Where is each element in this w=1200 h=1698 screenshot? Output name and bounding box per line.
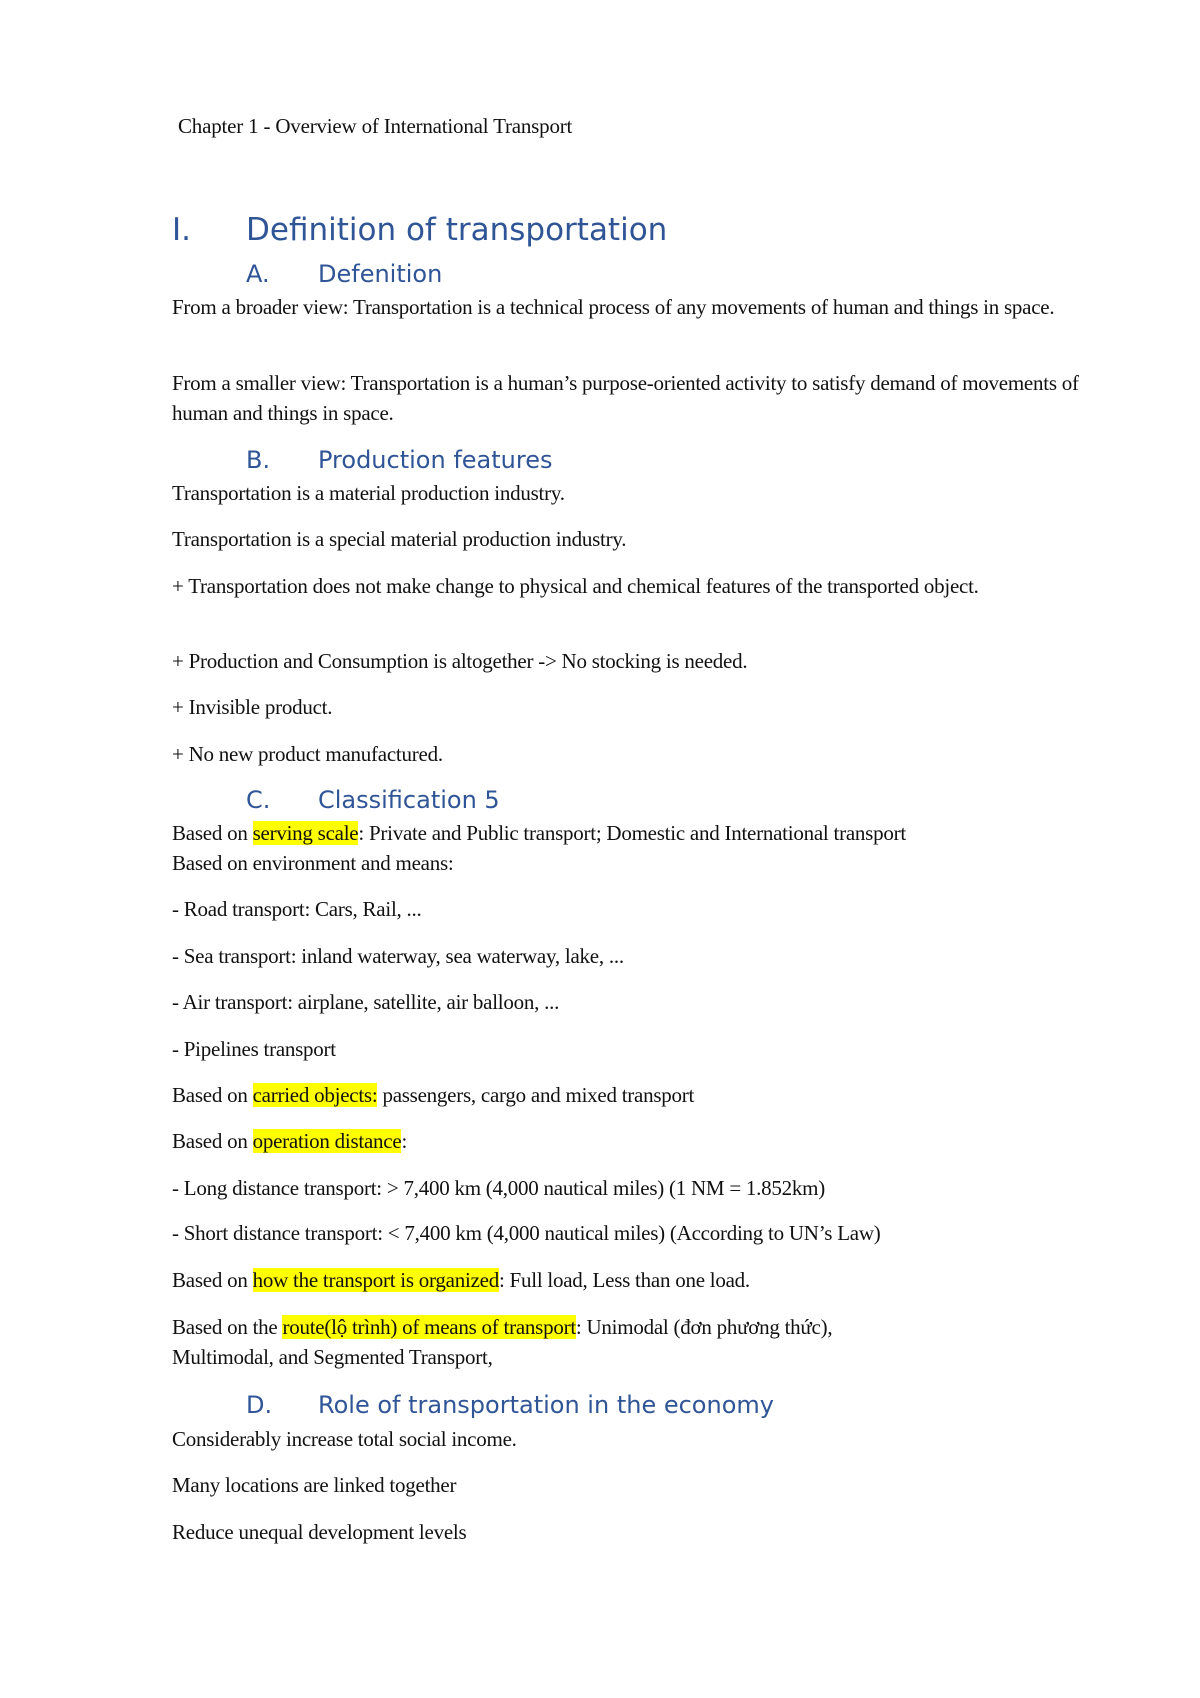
- text: Based on: [172, 1268, 253, 1292]
- paragraph-serving-scale: [172, 818, 1112, 848]
- subheading-defenition: [246, 260, 442, 288]
- text: :: [401, 1129, 408, 1153]
- chapter-title: Chapter 1 - Overview of International Transport: [178, 114, 573, 138]
- paragraph-smaller-view: From a smaller view: Transportation is a human’s purpose-oriented activity to satisfy demand of movements of human and things in space.: [172, 371, 1079, 425]
- paragraph: - Long distance transport: > 7,400 km (4,000 nautical miles) (1 NM = 1.852km): [172, 1176, 825, 1200]
- paragraph-organized: [172, 1265, 1112, 1295]
- paragraph: - Road transport: Cars, Rail, ...: [172, 897, 422, 921]
- paragraph: + Production and Consumption is altogether -> No stocking is needed.: [172, 649, 748, 673]
- paragraph: - Short distance transport: < 7,400 km (4,000 nautical miles) (According to UN’s Law): [172, 1221, 881, 1245]
- subheading-letter: A.: [246, 260, 270, 288]
- text: : Unimodal (đơn phương thức),: [575, 1315, 833, 1339]
- text: : Full load, Less than one load.: [498, 1268, 750, 1292]
- highlighted-text: route(lộ trình) of means of transport: [282, 1315, 576, 1339]
- paragraph: Reduce unequal development levels: [172, 1520, 467, 1544]
- paragraph: Many locations are linked together: [172, 1473, 457, 1497]
- text: : Private and Public transport; Domestic and International transport: [358, 821, 906, 845]
- subheading-title: Classification 5: [318, 786, 500, 814]
- subheading-title: Defenition: [318, 260, 443, 288]
- section-heading-definition: [172, 212, 667, 248]
- paragraph: Based on environment and means:: [172, 851, 454, 875]
- highlighted-text: operation distance: [252, 1129, 402, 1153]
- paragraph: - Sea transport: inland waterway, sea waterway, lake, ...: [172, 944, 624, 968]
- paragraph-operation-distance: [172, 1126, 1112, 1156]
- paragraph-route: [172, 1312, 1112, 1342]
- paragraph: Transportation is a special material production industry.: [172, 527, 627, 551]
- subheading-letter: B.: [246, 446, 271, 474]
- text: passengers, cargo and mixed transport: [377, 1083, 695, 1107]
- paragraph: + Transportation does not make change to physical and chemical features of the transported object.: [172, 574, 979, 598]
- paragraph: Transportation is a material production industry.: [172, 481, 565, 505]
- highlighted-text: how the transport is organized: [252, 1268, 499, 1292]
- text: Based on: [172, 1083, 253, 1107]
- section-number: I.: [172, 212, 191, 248]
- subheading-letter: C.: [246, 786, 271, 814]
- paragraph: Considerably increase total social income.: [172, 1427, 517, 1451]
- text: Based on the: [172, 1315, 283, 1339]
- subheading-production-features: [246, 446, 552, 474]
- subheading-classification: [246, 786, 500, 814]
- paragraph-carried-objects: [172, 1080, 1112, 1110]
- highlighted-text: serving scale: [252, 821, 359, 845]
- paragraph: + No new product manufactured.: [172, 742, 443, 766]
- paragraph: - Pipelines transport: [172, 1037, 336, 1061]
- text: Based on: [172, 821, 253, 845]
- subheading-role: [246, 1391, 774, 1419]
- paragraph: - Air transport: airplane, satellite, air balloon, ...: [172, 990, 560, 1014]
- subheading-title: Role of transportation in the economy: [318, 1391, 774, 1419]
- subheading-letter: D.: [246, 1391, 273, 1419]
- section-title: Definition of transportation: [246, 212, 668, 248]
- subheading-title: Production features: [318, 446, 553, 474]
- paragraph-broader-view: From a broader view: Transportation is a technical process of any movements of human and things in space.: [172, 295, 1055, 319]
- highlighted-text: carried objects:: [252, 1083, 378, 1107]
- paragraph: Multimodal, and Segmented Transport,: [172, 1345, 493, 1369]
- text: Based on: [172, 1129, 253, 1153]
- paragraph: + Invisible product.: [172, 695, 333, 719]
